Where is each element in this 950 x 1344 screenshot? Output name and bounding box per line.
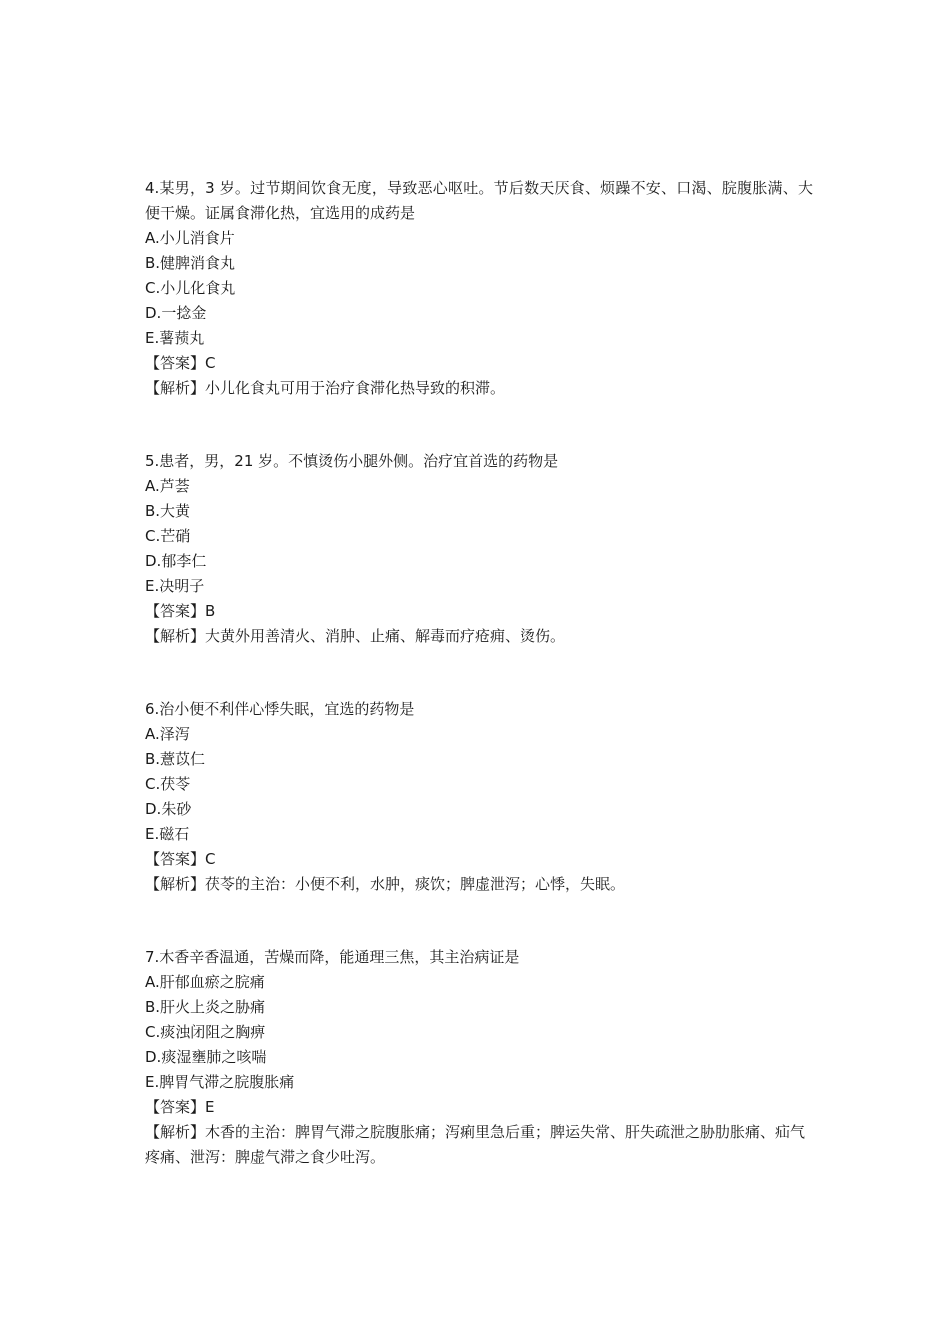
question-7 <box>145 945 813 1170</box>
option-c: C.茯苓 <box>145 775 191 793</box>
option-a: A.肝郁血瘀之脘痛 <box>145 973 265 991</box>
answer-line: 【答案】C <box>145 354 216 372</box>
option-d: D.一捻金 <box>145 304 207 322</box>
option-b: B.薏苡仁 <box>145 750 206 768</box>
option-e: E.磁石 <box>145 825 190 843</box>
document-page <box>145 176 813 1170</box>
option-c: C.小儿化食丸 <box>145 279 236 297</box>
option-a: A.小儿消食片 <box>145 229 235 247</box>
question-stem: 7.木香辛香温通，苦燥而降，能通理三焦，其主治病证是 <box>145 948 520 966</box>
option-b: B.健脾消食丸 <box>145 254 236 272</box>
answer-line: 【答案】C <box>145 850 216 868</box>
question-6 <box>145 697 813 897</box>
option-b: B.大黄 <box>145 502 191 520</box>
option-d: D.郁李仁 <box>145 552 207 570</box>
option-c: C.痰浊闭阻之胸痹 <box>145 1023 266 1041</box>
option-e: E.薯蓣丸 <box>145 329 205 347</box>
option-e: E.决明子 <box>145 577 205 595</box>
option-a: A.芦荟 <box>145 477 190 495</box>
question-5 <box>145 449 813 649</box>
question-stem: 6.治小便不利伴心悸失眠，宜选的药物是 <box>145 700 415 718</box>
option-a: A.泽泻 <box>145 725 190 743</box>
option-c: C.芒硝 <box>145 527 191 545</box>
question-stem: 5.患者，男，21 岁。不慎烫伤小腿外侧。治疗宜首选的药物是 <box>145 452 559 470</box>
question-4 <box>145 176 813 401</box>
answer-line: 【答案】B <box>145 602 216 620</box>
option-b: B.肝火上炎之胁痛 <box>145 998 266 1016</box>
analysis-line: 【解析】木香的主治：脾胃气滞之脘腹胀痛；泻痢里急后重；脾运失常、肝失疏泄之胁肋胀痛、疝气疼痛、泄泻：脾虚气滞之食少吐泻。 <box>145 1123 806 1166</box>
option-d: D.痰湿壅肺之咳喘 <box>145 1048 267 1066</box>
analysis-line: 【解析】小儿化食丸可用于治疗食滞化热导致的积滞。 <box>145 379 506 397</box>
option-d: D.朱砂 <box>145 800 192 818</box>
question-stem: 4.某男，3 岁。过节期间饮食无度，导致恶心呕吐。节后数天厌食、烦躁不安、口渴、脘腹胀满、大便干燥。证属食滞化热，宜选用的成药是 <box>145 179 813 222</box>
answer-line: 【答案】E <box>145 1098 215 1116</box>
option-e: E.脾胃气滞之脘腹胀痛 <box>145 1073 295 1091</box>
analysis-line: 【解析】茯苓的主治：小便不利，水肿，痰饮；脾虚泄泻；心悸，失眠。 <box>145 875 626 893</box>
analysis-line: 【解析】大黄外用善清火、消肿、止痛、解毒而疗疮痈、烫伤。 <box>145 627 566 645</box>
